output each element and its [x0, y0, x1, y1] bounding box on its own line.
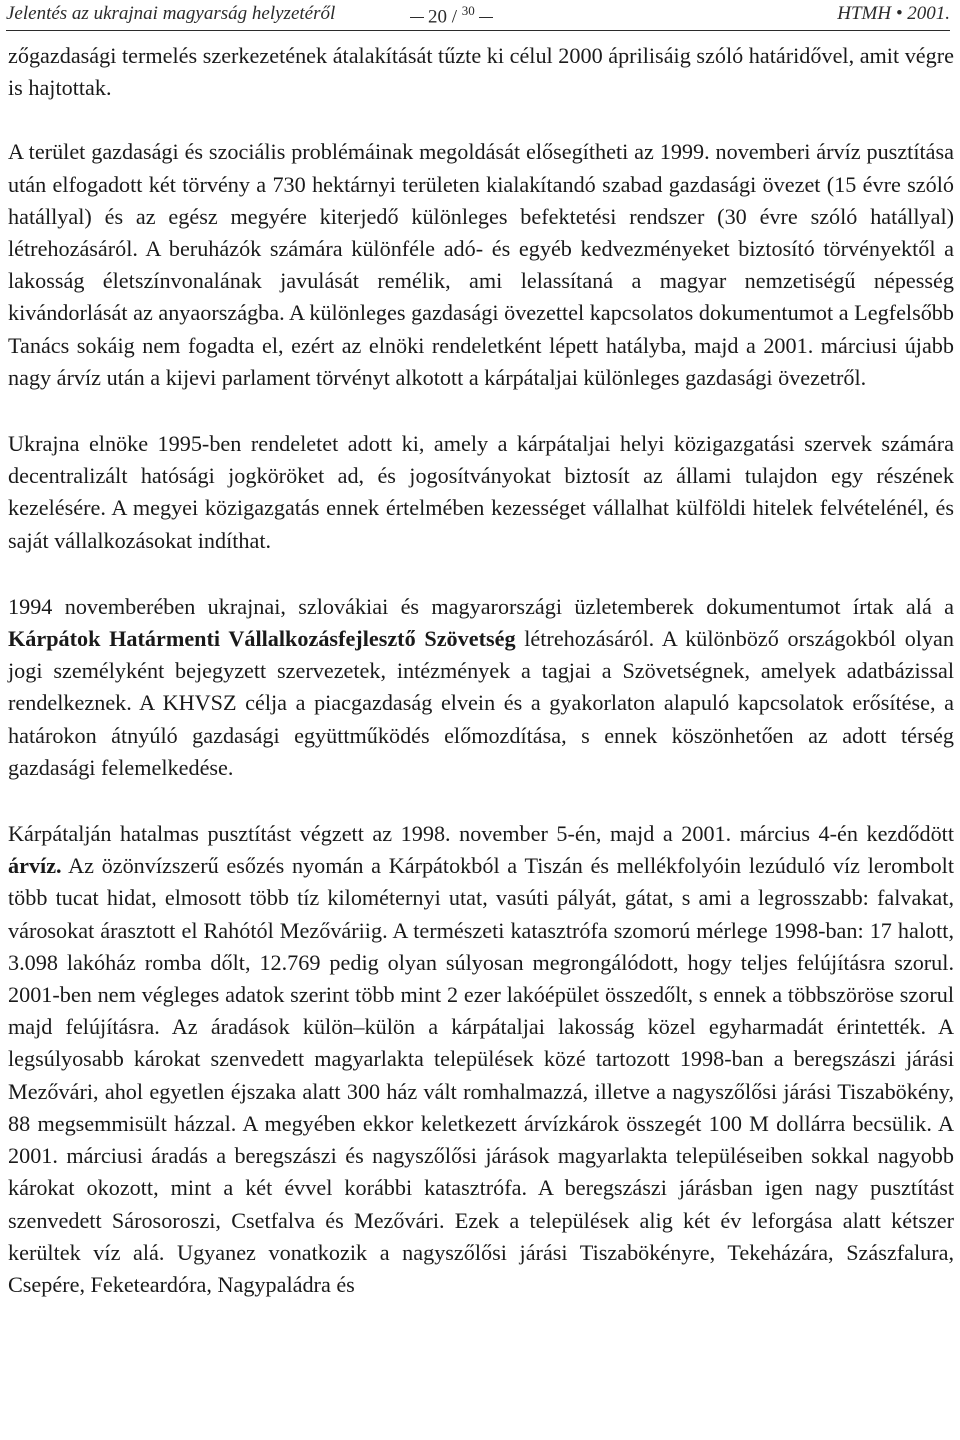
- header-divider: [6, 30, 950, 31]
- page-total: 30: [461, 3, 475, 18]
- paragraph-text: létrehozásáról. A különböző országokból olyan jogi személyként bejegyzett szervezetek, intézmények a tagjai a Szövetségnek, amelyek adatbázissal rendelkeznek. A KHVSZ célja a piacgazdaság elvein és a gyakorlaton alapuló kapcsolatok erősítése, a határokon átnyúló gazdasági együttműködés előmozdítása, s ennek köszönhetően az adott térség gazdasági felemelkedése.: [8, 626, 954, 780]
- page-current: 20: [428, 6, 447, 28]
- body-paragraph: [8, 428, 954, 557]
- body-paragraph: [8, 818, 954, 1301]
- header-document-title: Jelentés az ukrajnai magyarság helyzetéről: [6, 3, 336, 24]
- paragraph-text: zőgazdasági termelés szerkezetének átalakítását tűzte ki célul 2000 áprilisáig szóló határidővel, amit végre is hajtottak.: [8, 43, 954, 101]
- emphasized-term: árvíz.: [8, 853, 62, 879]
- paragraph-text: A terület gazdasági és szociális problémáinak megoldását elősegítheti az 1999. novemberi árvíz pusztítása után elfogadott két törvény a 730 hektárnyi területen kialakítandó szabad gazdasági övezet (15 évre szóló hatállyal) és az egész megyére kiterjedő különleges befektetési rendszer (30 évre szóló hatállyal) létrehozásáról. A beruházók számára különféle adó- és egyéb kedvezményeket biztosító törvényektől a lakosság életszínvonalának javulását remélik, ami lelassítaná a magyar nemzetiségű népesség kivándorlását az anyaországba. A különleges gazdasági övezettel kapcsolatos dokumentumot a Legfelsőbb Tanács sokáig nem fogadta el, ezért az elnöki rendeletként lépett hatályba, majd a 2001. márciusi újabb nagy árvíz után a kijevi parlament törvényt alkotott a kárpátaljai különleges gazdasági övezetről.: [8, 139, 954, 390]
- document-body: [8, 40, 954, 1335]
- emphasized-term: Kárpátok Határmenti Vállalkozásfejlesztő Szövetség: [8, 626, 516, 652]
- body-paragraph: [8, 136, 954, 394]
- paragraph-text: Ukrajna elnöke 1995-ben rendeletet adott ki, amely a kárpátaljai helyi közigazgatási szervek számára decentralizált hatósági jogköröket ad, és jogosítványokat biztosít az állami tulajdon egy részének kezelésére. A megyei közigazgatás ennek értelmében kezességet vállalhat külföldi hitelek felvételénél, és saját vállalkozásokat indíthat.: [8, 431, 954, 553]
- body-paragraph: [8, 591, 954, 784]
- paragraph-text: Kárpátalján hatalmas pusztítást végzett az 1998. november 5-én, majd a 2001. március 4-én kezdődött: [8, 821, 954, 847]
- paragraph-text: Az özönvízszerű esőzés nyomán a Kárpátokból a Tiszán és mellékfolyóin lezúduló víz lerombolt több tucat hidat, elmosott több tíz kilométernyi utat, vasúti pályát, gátat, s ami a legrosszabb: falvakat, városokat árasztott el Rahótól Mezőváriig. A természeti katasztrófa szomorú mérlege 1998-ban: 17 halott, 3.098 lakóház romba dőlt, 12.769 pedig olyan súlyosan megrongálódott, hogy teljes felújításra szorul. 2001-ben nem végleges adatok szerint több mint 2 ezer lakóépület összedőlt, s ennek a többszöröse szorul majd felújításra. Az áradások külön–külön a kárpátaljai lakosság közel egyharmadát érintették. A legsúlyosabb károkat szenvedett magyarlakta települések közé tartozott 1998-ban a beregszászi járási Mezővári, ahol egyetlen éjszaka alatt 300 ház vált romhalmazzá, illetve a nagyszőlősi járási Tiszabökény, 88 megsemmisült házzal. A megyében ekkor keletkezett árvízkárok összegét 100 M dollárra becsülik. A 2001. márciusi áradás a beregszászi és nagyszőlősi járások magyarlakta településeiben sokkal nagyobb károkat okozott, mint a két évvel korábbi katasztrófa. A beregszászi járásban igen nagy pusztítást szenvedett Sárosoroszi, Csetfalva és Mezővári. Ezek a települések alig két év leforgása alatt kétszer kerültek víz alá. Ugyanez vonatkozik a nagyszőlősi járási Tiszabökényre, Tekeházára, Szászfalura, Csepére, Feketeardóra, Nagypaládra és: [8, 853, 954, 1297]
- paragraph-text: 1994 novemberében ukrajnai, szlovákiai és magyarországi üzletemberek dokumentumot írtak alá a: [8, 593, 954, 619]
- header-page-number: 20 / $^{30}$: [406, 3, 497, 28]
- running-header: [6, 3, 950, 29]
- header-publisher-year: HTMH • 2001.: [837, 3, 950, 24]
- body-paragraph: [8, 40, 954, 104]
